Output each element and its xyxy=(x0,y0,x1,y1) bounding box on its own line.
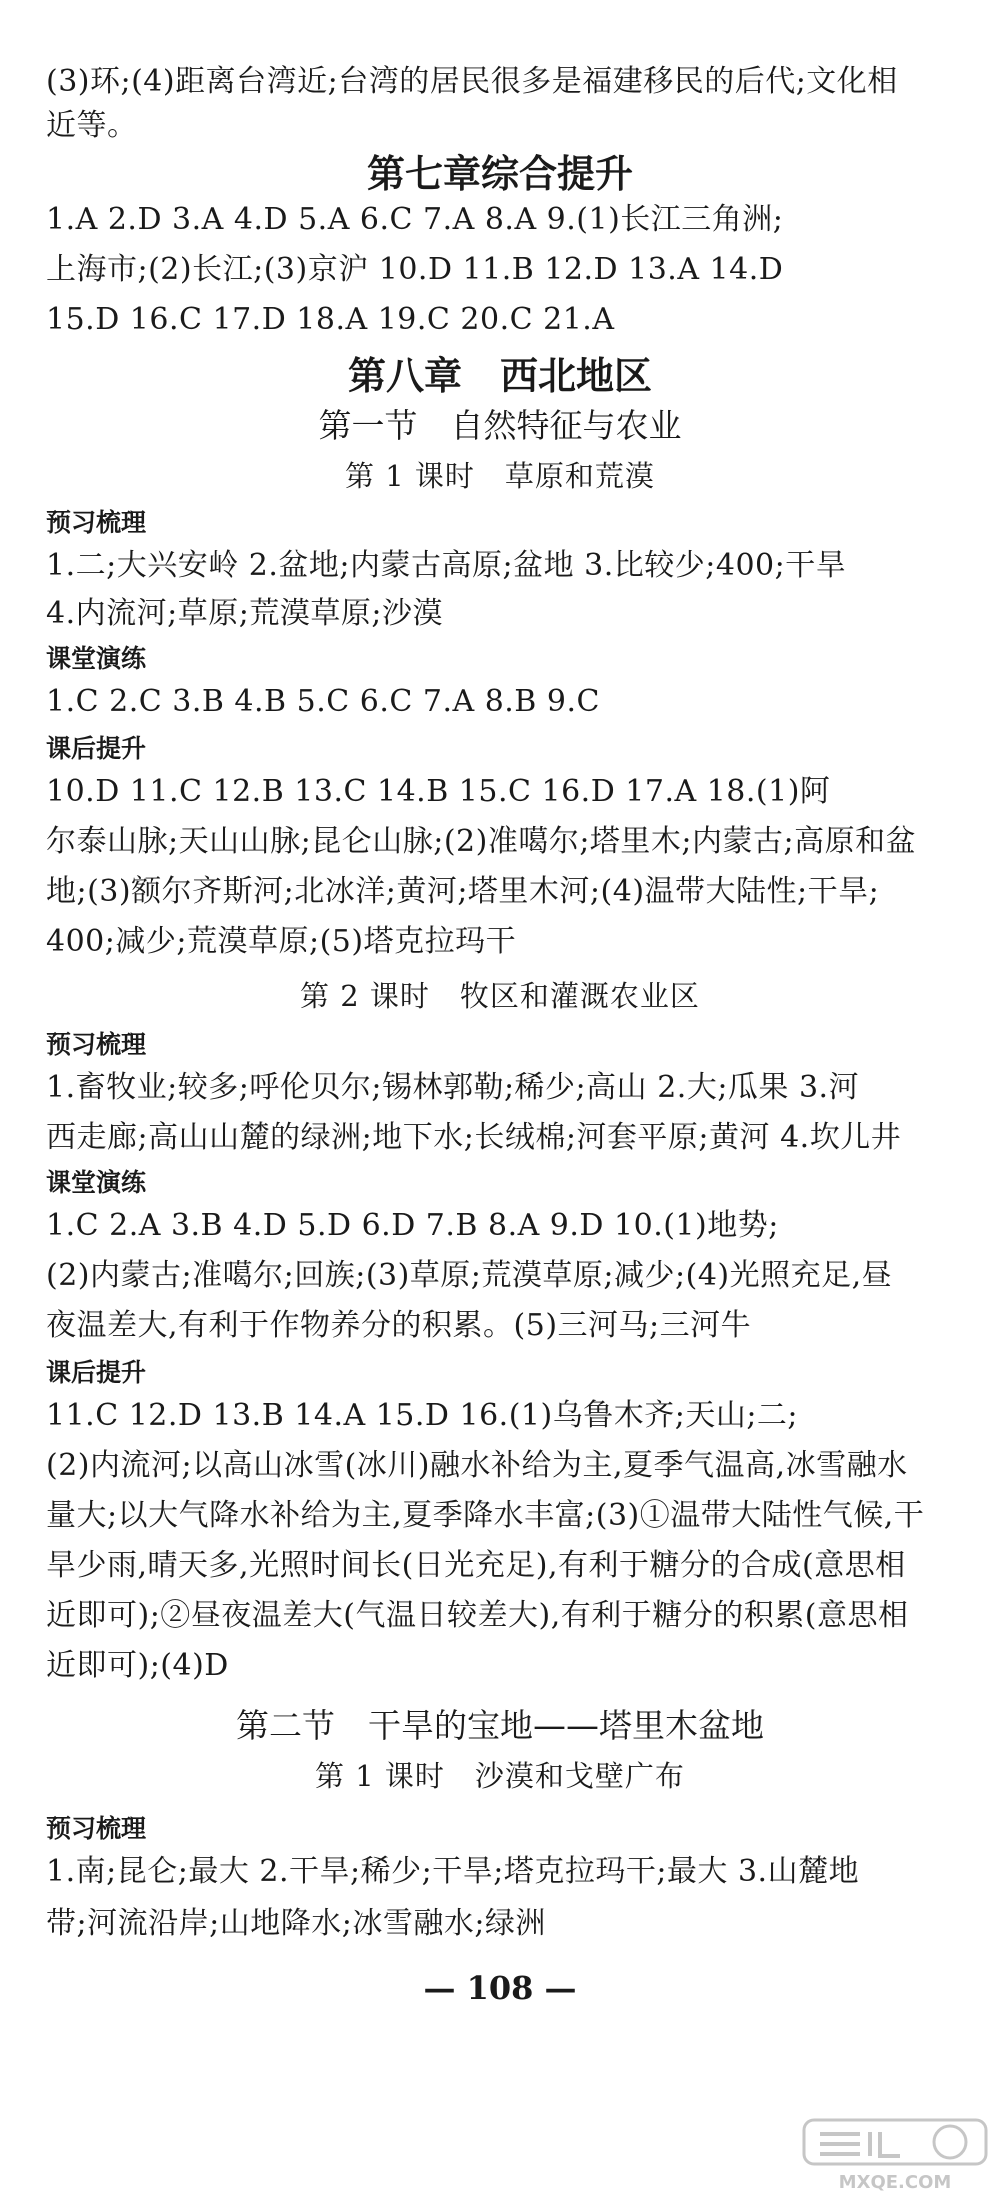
answer-line: (2)内蒙古;准噶尔;回族;(3)草原;荒漠草原;减少;(4)光照充足,昼 xyxy=(46,1258,893,1293)
chapter-8-title: 第八章 西北地区 xyxy=(347,354,652,398)
answer-line: 地;(3)额尔齐斯河;北冰洋;黄河;塔里木河;(4)温带大陆性;干旱; xyxy=(46,874,880,909)
section-2-title: 第二节 干旱的宝地——塔里木盆地 xyxy=(236,1706,764,1745)
subheading-preview: 预习梳理 xyxy=(46,508,147,537)
answer-line: 11.C 12.D 13.B 14.A 15.D 16.(1)乌鲁木齐;天山;二; xyxy=(46,1398,799,1433)
answer-line: 15.D 16.C 17.D 18.A 19.C 20.C 21.A xyxy=(46,302,615,337)
chapter-7-title: 第七章综合提升 xyxy=(366,152,633,196)
lesson-title: 第 2 课时 牧区和灌溉农业区 xyxy=(300,979,700,1013)
answer-line: 1.A 2.D 3.A 4.D 5.A 6.C 7.A 8.A 9.(1)长江三角洲; xyxy=(46,202,784,237)
answer-line: 4.内流河;草原;荒漠草原;沙漠 xyxy=(46,596,443,631)
subheading-preview: 预习梳理 xyxy=(46,1030,147,1059)
answer-line: 10.D 11.C 12.B 13.C 14.B 15.C 16.D 17.A 18.(1)阿 xyxy=(46,774,831,809)
subheading-after: 课后提升 xyxy=(46,734,147,763)
lesson-title: 第 1 课时 草原和荒漠 xyxy=(345,459,655,493)
answer-line: (2)内流河;以高山冰雪(冰川)融水补给为主,夏季气温高,冰雪融水 xyxy=(46,1448,908,1483)
answer-line: 1.畜牧业;较多;呼伦贝尔;锡林郭勒;稀少;高山 2.大;瓜果 3.河 xyxy=(46,1070,860,1105)
answer-line: 量大;以大气降水补给为主,夏季降水丰富;(3)①温带大陆性气候,干 xyxy=(46,1498,925,1533)
subheading-class: 课堂演练 xyxy=(46,644,147,673)
answer-line: 西走廊;高山山麓的绿洲;地下水;长绒棉;河套平原;黄河 4.坎儿井 xyxy=(46,1120,902,1155)
subheading-preview: 预习梳理 xyxy=(46,1814,147,1843)
answer-line: 400;减少;荒漠草原;(5)塔克拉玛干 xyxy=(46,924,517,959)
subheading-class: 课堂演练 xyxy=(46,1168,147,1197)
subheading-after: 课后提升 xyxy=(46,1358,147,1387)
answer-line: 近即可);(4)D xyxy=(46,1648,229,1683)
answer-line: 近等。 xyxy=(46,108,138,143)
answer-line: 夜温差大,有利于作物养分的积累。(5)三河马;三河牛 xyxy=(46,1308,752,1343)
watermark-text: MXQE.COM xyxy=(838,2172,952,2193)
answer-line: 1.C 2.C 3.B 4.B 5.C 6.C 7.A 8.B 9.C xyxy=(46,684,600,719)
answer-line: 近即可);②昼夜温差大(气温日较差大),有利于糖分的积累(意思相 xyxy=(46,1598,909,1633)
answer-line: 1.南;昆仑;最大 2.干旱;稀少;干旱;塔克拉玛干;最大 3.山麓地 xyxy=(46,1854,860,1889)
answer-line: 1.二;大兴安岭 2.盆地;内蒙古高原;盆地 3.比较少;400;干旱 xyxy=(46,548,847,583)
watermark-logo xyxy=(800,2114,990,2194)
answer-line: 带;河流沿岸;山地降水;冰雪融水;绿洲 xyxy=(46,1906,546,1941)
answer-line: 1.C 2.A 3.B 4.D 5.D 6.D 7.B 8.A 9.D 10.(1)地势; xyxy=(46,1208,779,1243)
answer-line: 旱少雨,晴天多,光照时间长(日光充足),有利于糖分的合成(意思相 xyxy=(46,1548,906,1583)
lesson-title: 第 1 课时 沙漠和戈壁广布 xyxy=(315,1759,685,1793)
answer-line: (3)环;(4)距离台湾近;台湾的居民很多是福建移民的后代;文化相 xyxy=(46,64,898,99)
watermark-icon xyxy=(800,2114,990,2194)
answer-line: 尔泰山脉;天山山脉;昆仑山脉;(2)准噶尔;塔里木;内蒙古;高原和盆 xyxy=(46,824,917,859)
section-1-title: 第一节 自然特征与农业 xyxy=(318,406,682,445)
answer-line: 上海市;(2)长江;(3)京沪 10.D 11.B 12.D 13.A 14.D xyxy=(46,252,784,287)
page-number: — 108 — xyxy=(423,1969,577,2007)
